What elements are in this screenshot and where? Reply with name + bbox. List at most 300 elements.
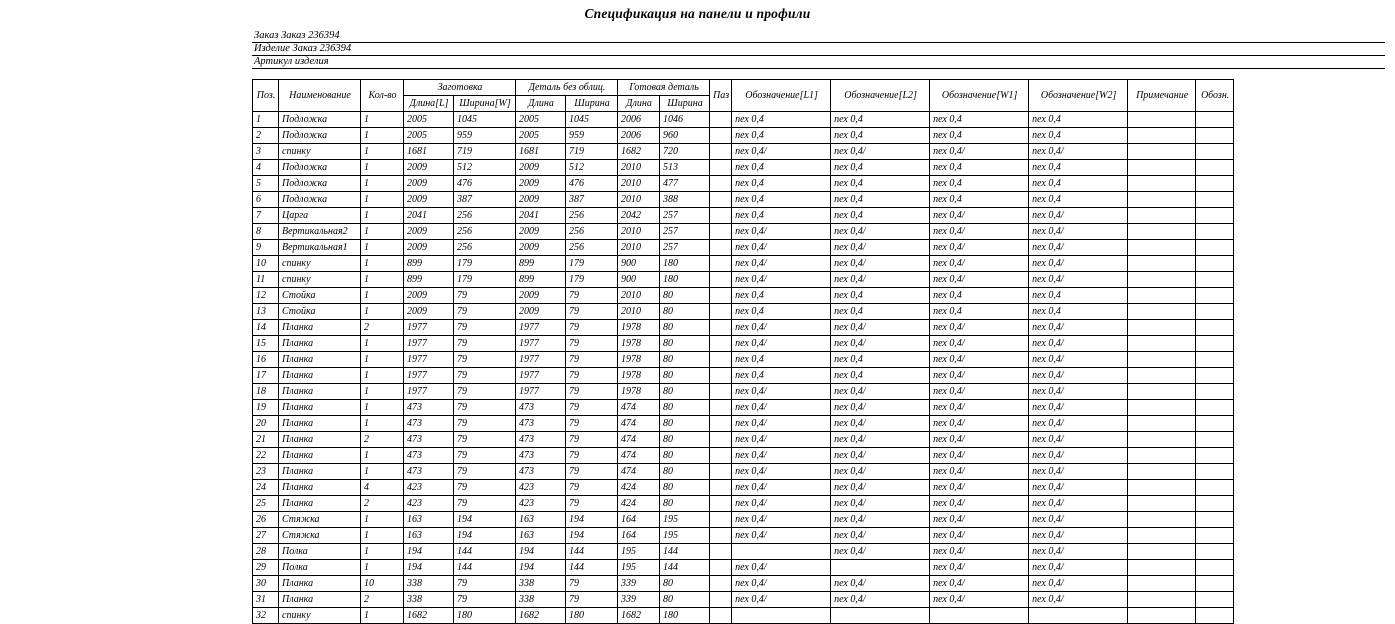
table-cell: Планка: [279, 576, 361, 592]
table-cell: 959: [454, 128, 516, 144]
table-cell: [710, 272, 732, 288]
table-cell: Подложка: [279, 112, 361, 128]
table-cell: 338: [404, 576, 454, 592]
table-cell: 424: [618, 496, 660, 512]
table-cell: 959: [566, 128, 618, 144]
table-cell: 424: [618, 480, 660, 496]
table-cell: 29: [253, 560, 279, 576]
table-cell: 14: [253, 320, 279, 336]
table-cell: [930, 608, 1029, 624]
table-cell: 80: [660, 400, 710, 416]
table-cell: Царга: [279, 208, 361, 224]
table-row: [253, 592, 1234, 608]
page-title: Спецификация на панели и профили: [584, 6, 811, 21]
table-cell: [1128, 512, 1196, 528]
col-blank-length: Длина[L]: [404, 96, 454, 112]
table-cell: Планка: [279, 464, 361, 480]
table-cell: 513: [660, 160, 710, 176]
table-row: [253, 176, 1234, 192]
table-cell: пех 0,4/: [1029, 464, 1128, 480]
table-cell: 1: [361, 544, 404, 560]
col-groove: Паз: [710, 80, 732, 112]
table-cell: Планка: [279, 416, 361, 432]
table-cell: 79: [454, 496, 516, 512]
table-cell: 80: [660, 304, 710, 320]
table-cell: 79: [454, 352, 516, 368]
table-cell: пех 0,4/: [1029, 272, 1128, 288]
table-cell: 339: [618, 592, 660, 608]
table-cell: пех 0,4/: [732, 144, 831, 160]
table-cell: 80: [660, 480, 710, 496]
table-cell: [710, 512, 732, 528]
table-cell: Планка: [279, 496, 361, 512]
table-cell: 2009: [516, 224, 566, 240]
table-cell: [1128, 208, 1196, 224]
col-name: Наименование: [279, 80, 361, 112]
table-cell: 7: [253, 208, 279, 224]
table-cell: пех 0,4/: [1029, 432, 1128, 448]
table-cell: 79: [454, 448, 516, 464]
table-cell: 1681: [516, 144, 566, 160]
table-cell: 79: [566, 288, 618, 304]
table-cell: 79: [566, 400, 618, 416]
table-cell: спинку: [279, 144, 361, 160]
table-cell: 1682: [618, 608, 660, 624]
table-cell: Планка: [279, 336, 361, 352]
table-cell: [710, 288, 732, 304]
table-cell: пех 0,4: [831, 208, 930, 224]
table-cell: 1: [361, 176, 404, 192]
table-cell: 2009: [516, 304, 566, 320]
table-row: [253, 448, 1234, 464]
table-cell: 79: [454, 480, 516, 496]
table-cell: [710, 368, 732, 384]
table-cell: [710, 592, 732, 608]
col-group-blank: Заготовка: [404, 80, 516, 96]
table-row: [253, 496, 1234, 512]
table-cell: [1196, 272, 1234, 288]
table-cell: Подложка: [279, 192, 361, 208]
table-row: [253, 416, 1234, 432]
table-cell: 79: [566, 496, 618, 512]
table-cell: 474: [618, 400, 660, 416]
table-cell: 26: [253, 512, 279, 528]
table-row: [253, 272, 1234, 288]
table-cell: пех 0,4: [831, 288, 930, 304]
table-cell: пех 0,4/: [1029, 208, 1128, 224]
table-cell: пех 0,4/: [831, 480, 930, 496]
table-cell: пех 0,4/: [930, 336, 1029, 352]
table-cell: 473: [516, 416, 566, 432]
table-cell: Стойка: [279, 288, 361, 304]
table-cell: [1128, 480, 1196, 496]
table-cell: 1977: [404, 336, 454, 352]
table-cell: 1977: [404, 320, 454, 336]
table-cell: Планка: [279, 368, 361, 384]
table-cell: 473: [404, 416, 454, 432]
table-cell: 1: [361, 384, 404, 400]
table-cell: [710, 432, 732, 448]
table-cell: 16: [253, 352, 279, 368]
table-cell: пех 0,4/: [831, 336, 930, 352]
table-cell: пех 0,4/: [831, 416, 930, 432]
table-cell: [1196, 528, 1234, 544]
table-cell: 194: [566, 512, 618, 528]
table-cell: пех 0,4/: [1029, 592, 1128, 608]
table-cell: пех 0,4: [831, 368, 930, 384]
table-cell: 1046: [660, 112, 710, 128]
table-cell: 1: [361, 128, 404, 144]
table-cell: пех 0,4/: [930, 592, 1029, 608]
table-cell: 27: [253, 528, 279, 544]
table-cell: Полка: [279, 544, 361, 560]
table-cell: [1196, 240, 1234, 256]
table-cell: 18: [253, 384, 279, 400]
table-cell: Подложка: [279, 160, 361, 176]
table-cell: [1196, 352, 1234, 368]
table-cell: пех 0,4/: [930, 576, 1029, 592]
table-cell: 11: [253, 272, 279, 288]
table-cell: 1978: [618, 384, 660, 400]
table-cell: пех 0,4/: [930, 544, 1029, 560]
table-cell: 12: [253, 288, 279, 304]
table-cell: [1196, 560, 1234, 576]
table-cell: 179: [454, 272, 516, 288]
table-cell: 163: [404, 528, 454, 544]
table-cell: 2010: [618, 304, 660, 320]
table-cell: 1: [361, 288, 404, 304]
table-cell: 1: [361, 560, 404, 576]
table-cell: 2010: [618, 160, 660, 176]
table-cell: 31: [253, 592, 279, 608]
table-cell: пех 0,4/: [1029, 560, 1128, 576]
table-cell: 194: [566, 528, 618, 544]
table-cell: 423: [516, 480, 566, 496]
table-cell: [1128, 224, 1196, 240]
table-cell: 387: [566, 192, 618, 208]
table-cell: 79: [454, 464, 516, 480]
table-cell: 80: [660, 592, 710, 608]
table-cell: [1029, 608, 1128, 624]
table-cell: пех 0,4: [732, 112, 831, 128]
table-cell: [710, 480, 732, 496]
table-cell: 2: [361, 592, 404, 608]
table-cell: пех 0,4/: [732, 224, 831, 240]
table-cell: Стяжка: [279, 528, 361, 544]
table-cell: Планка: [279, 352, 361, 368]
table-cell: пех 0,4/: [1029, 368, 1128, 384]
table-cell: 1682: [404, 608, 454, 624]
table-cell: пех 0,4: [732, 288, 831, 304]
table-cell: пех 0,4/: [831, 224, 930, 240]
table-cell: 79: [566, 576, 618, 592]
table-cell: пех 0,4/: [930, 384, 1029, 400]
table-cell: пех 0,4/: [1029, 416, 1128, 432]
table-cell: 163: [516, 512, 566, 528]
col-group-ready-detail: Готовая деталь: [618, 80, 710, 96]
table-cell: 1977: [404, 384, 454, 400]
table-cell: 180: [566, 608, 618, 624]
table-cell: 2009: [404, 192, 454, 208]
table-cell: пех 0,4: [732, 160, 831, 176]
table-cell: 24: [253, 480, 279, 496]
table-cell: пех 0,4/: [930, 144, 1029, 160]
table-cell: 79: [454, 592, 516, 608]
table-cell: 1: [361, 192, 404, 208]
table-row: [253, 560, 1234, 576]
table-cell: 79: [454, 432, 516, 448]
table-cell: пех 0,4/: [1029, 144, 1128, 160]
table-cell: 719: [454, 144, 516, 160]
table-cell: пех 0,4/: [1029, 512, 1128, 528]
table-cell: [1128, 336, 1196, 352]
table-cell: 144: [566, 544, 618, 560]
table-cell: [710, 528, 732, 544]
table-cell: пех 0,4/: [1029, 224, 1128, 240]
table-cell: пех 0,4: [732, 192, 831, 208]
table-cell: 2009: [516, 160, 566, 176]
table-cell: 194: [404, 560, 454, 576]
table-cell: [1128, 400, 1196, 416]
table-cell: [1196, 368, 1234, 384]
table-cell: 10: [361, 576, 404, 592]
table-cell: 2009: [404, 304, 454, 320]
table-cell: пех 0,4: [732, 176, 831, 192]
table-cell: 256: [454, 224, 516, 240]
table-cell: пех 0,4/: [732, 592, 831, 608]
table-cell: 2042: [618, 208, 660, 224]
table-cell: 8: [253, 224, 279, 240]
table-row: [253, 128, 1234, 144]
table-cell: пех 0,4/: [1029, 352, 1128, 368]
table-cell: пех 0,4: [732, 368, 831, 384]
table-cell: 2006: [618, 112, 660, 128]
table-cell: [1196, 384, 1234, 400]
table-cell: 473: [516, 400, 566, 416]
table-row: [253, 320, 1234, 336]
table-cell: пех 0,4/: [732, 464, 831, 480]
table-cell: 2010: [618, 176, 660, 192]
table-cell: 4: [361, 480, 404, 496]
table-cell: 339: [618, 576, 660, 592]
table-cell: [1128, 432, 1196, 448]
table-cell: 144: [660, 544, 710, 560]
table-cell: [1128, 496, 1196, 512]
table-cell: 2009: [404, 176, 454, 192]
table-cell: 476: [454, 176, 516, 192]
table-cell: спинку: [279, 272, 361, 288]
table-cell: пех 0,4/: [930, 528, 1029, 544]
table-cell: спинку: [279, 256, 361, 272]
table-cell: 80: [660, 496, 710, 512]
table-cell: [710, 128, 732, 144]
table-cell: 1: [361, 208, 404, 224]
table-cell: 720: [660, 144, 710, 160]
table-cell: [1128, 144, 1196, 160]
table-cell: 1: [361, 448, 404, 464]
table-cell: 179: [454, 256, 516, 272]
table-cell: [1196, 144, 1234, 160]
table-cell: 179: [566, 272, 618, 288]
table-cell: пех 0,4/: [831, 432, 930, 448]
table-cell: пех 0,4: [831, 352, 930, 368]
table-cell: Полка: [279, 560, 361, 576]
table-cell: 163: [404, 512, 454, 528]
table-cell: [710, 304, 732, 320]
table-cell: пех 0,4/: [732, 512, 831, 528]
table-cell: пех 0,4/: [930, 240, 1029, 256]
table-cell: 474: [618, 432, 660, 448]
table-cell: [1196, 416, 1234, 432]
table-row: [253, 224, 1234, 240]
col-mark-l1: Обозначение[L1]: [732, 80, 831, 112]
table-cell: пех 0,4/: [930, 560, 1029, 576]
table-cell: пех 0,4: [1029, 192, 1128, 208]
table-row: [253, 608, 1234, 624]
table-cell: 79: [454, 384, 516, 400]
table-cell: пех 0,4/: [831, 272, 930, 288]
table-cell: 2009: [516, 176, 566, 192]
table-cell: 257: [660, 240, 710, 256]
table-cell: [1196, 320, 1234, 336]
table-header: [253, 80, 1234, 112]
col-ready-width: Ширина: [660, 96, 710, 112]
table-cell: 1682: [618, 144, 660, 160]
table-cell: 1: [361, 352, 404, 368]
table-cell: 1: [361, 112, 404, 128]
table-cell: пех 0,4: [930, 160, 1029, 176]
table-cell: пех 0,4: [1029, 304, 1128, 320]
table-cell: 144: [660, 560, 710, 576]
table-cell: [1128, 256, 1196, 272]
table-cell: 960: [660, 128, 710, 144]
table-cell: [710, 464, 732, 480]
table-cell: Планка: [279, 592, 361, 608]
table-row: [253, 384, 1234, 400]
table-cell: 2005: [404, 112, 454, 128]
table-cell: пех 0,4/: [732, 432, 831, 448]
table-cell: [710, 144, 732, 160]
table-cell: 163: [516, 528, 566, 544]
table-cell: 19: [253, 400, 279, 416]
col-detail-width: Ширина: [566, 96, 618, 112]
table-cell: 80: [660, 320, 710, 336]
table-cell: 423: [516, 496, 566, 512]
table-cell: 512: [454, 160, 516, 176]
table-cell: пех 0,4/: [831, 576, 930, 592]
table-cell: 477: [660, 176, 710, 192]
table-cell: пех 0,4/: [1029, 384, 1128, 400]
table-cell: 474: [618, 416, 660, 432]
table-cell: [710, 320, 732, 336]
table-cell: пех 0,4: [732, 352, 831, 368]
table-row: [253, 368, 1234, 384]
table-cell: 6: [253, 192, 279, 208]
table-cell: пех 0,4/: [1029, 576, 1128, 592]
table-cell: 22: [253, 448, 279, 464]
table-cell: 195: [618, 560, 660, 576]
table-cell: 79: [454, 288, 516, 304]
table-cell: пех 0,4/: [831, 544, 930, 560]
table-cell: 900: [618, 272, 660, 288]
table-cell: Вертикальная1: [279, 240, 361, 256]
table-cell: 1: [361, 304, 404, 320]
table-cell: [1196, 496, 1234, 512]
table-cell: 256: [454, 240, 516, 256]
table-cell: пех 0,4: [1029, 160, 1128, 176]
table-cell: [710, 176, 732, 192]
table-cell: Планка: [279, 400, 361, 416]
table-cell: 387: [454, 192, 516, 208]
table-cell: пех 0,4: [1029, 176, 1128, 192]
col-group-detail-no-face: Деталь без облиц.: [516, 80, 618, 96]
table-cell: [1196, 160, 1234, 176]
table-cell: пех 0,4/: [930, 496, 1029, 512]
table-cell: пех 0,4/: [732, 336, 831, 352]
table-row: [253, 528, 1234, 544]
table-cell: [1128, 448, 1196, 464]
table-cell: 4: [253, 160, 279, 176]
table-cell: 79: [454, 320, 516, 336]
table-cell: 80: [660, 288, 710, 304]
table-cell: [1196, 480, 1234, 496]
table-cell: [1196, 464, 1234, 480]
table-cell: [1196, 336, 1234, 352]
table-cell: пех 0,4/: [831, 240, 930, 256]
table-cell: пех 0,4/: [1029, 400, 1128, 416]
table-cell: [710, 400, 732, 416]
table-cell: 79: [566, 384, 618, 400]
table-cell: 474: [618, 448, 660, 464]
table-row: [253, 576, 1234, 592]
table-cell: 1977: [404, 352, 454, 368]
table-cell: [732, 544, 831, 560]
table-cell: пех 0,4/: [1029, 448, 1128, 464]
table-cell: 257: [660, 224, 710, 240]
table-cell: 1977: [516, 384, 566, 400]
table-cell: пех 0,4/: [1029, 256, 1128, 272]
table-cell: пех 0,4: [930, 304, 1029, 320]
table-cell: 10: [253, 256, 279, 272]
table-cell: [1128, 528, 1196, 544]
table-cell: Подложка: [279, 176, 361, 192]
table-cell: 164: [618, 512, 660, 528]
table-cell: 338: [516, 592, 566, 608]
table-cell: 80: [660, 336, 710, 352]
table-cell: пех 0,4/: [831, 496, 930, 512]
table-cell: [1128, 464, 1196, 480]
article-field: Артикул изделия: [252, 56, 1385, 69]
table-cell: [1196, 544, 1234, 560]
table-cell: пех 0,4/: [831, 592, 930, 608]
table-cell: 1: [361, 240, 404, 256]
col-blank-width: Ширина[W]: [454, 96, 516, 112]
table-cell: [1196, 256, 1234, 272]
col-mark-l2: Обозначение[L2]: [831, 80, 930, 112]
table-cell: 79: [566, 448, 618, 464]
table-cell: 195: [618, 544, 660, 560]
table-cell: пех 0,4: [930, 128, 1029, 144]
table-cell: 194: [516, 560, 566, 576]
table-cell: Планка: [279, 432, 361, 448]
table-cell: 80: [660, 448, 710, 464]
table-cell: 2009: [404, 224, 454, 240]
table-cell: 1977: [516, 368, 566, 384]
table-row: [253, 240, 1234, 256]
table-cell: пех 0,4/: [930, 400, 1029, 416]
table-cell: [1196, 304, 1234, 320]
table-cell: 9: [253, 240, 279, 256]
